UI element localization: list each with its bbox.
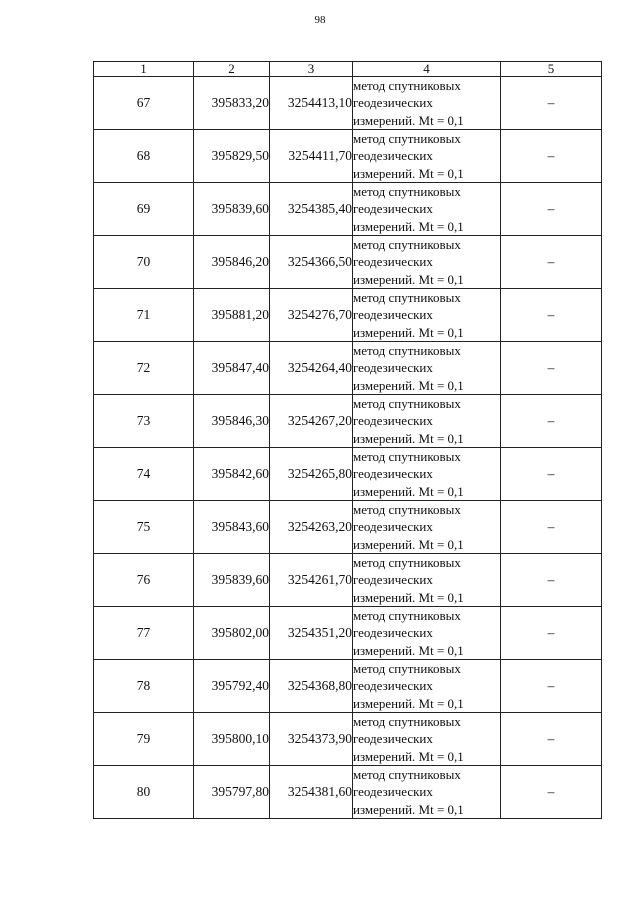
method-line: геодезических <box>353 784 433 800</box>
method-cell <box>353 766 501 819</box>
method-line: геодезических <box>353 413 433 429</box>
method-line: метод спутниковых <box>353 555 461 570</box>
dash-cell: – <box>501 289 602 342</box>
y-coordinate-cell: 3254351,20 <box>270 607 353 660</box>
method-line: геодезических <box>353 519 433 535</box>
x-coordinate-cell: 395846,30 <box>194 395 270 448</box>
method-line: измерений. Mt = 0,1 <box>353 483 464 499</box>
table-header <box>94 62 602 77</box>
y-coordinate-cell: 3254276,70 <box>270 289 353 342</box>
dash-cell: – <box>501 130 602 183</box>
y-coordinate-cell: 3254385,40 <box>270 183 353 236</box>
table-row <box>94 448 602 501</box>
method-cell <box>353 448 501 501</box>
point-number-cell: 78 <box>94 660 194 713</box>
table-row <box>94 236 602 289</box>
method-cell <box>353 342 501 395</box>
x-coordinate-cell: 395792,40 <box>194 660 270 713</box>
method-cell <box>353 395 501 448</box>
dash-cell: – <box>501 77 602 130</box>
method-line: геодезических <box>353 95 433 111</box>
table-row <box>94 342 602 395</box>
dash-cell: – <box>501 766 602 819</box>
method-line: геодезических <box>353 201 433 217</box>
method-line: метод спутниковых <box>353 184 461 199</box>
dash-cell: – <box>501 660 602 713</box>
table-row <box>94 130 602 183</box>
method-line: измерений. Mt = 0,1 <box>353 748 464 764</box>
x-coordinate-cell: 395800,10 <box>194 713 270 766</box>
method-line: метод спутниковых <box>353 502 461 517</box>
method-line: метод спутниковых <box>353 290 461 305</box>
column-header-4: 4 <box>353 62 501 77</box>
column-header-3: 3 <box>270 62 353 77</box>
table-row <box>94 554 602 607</box>
method-line: геодезических <box>353 254 433 270</box>
table-row <box>94 607 602 660</box>
method-cell <box>353 501 501 554</box>
y-coordinate-cell: 3254265,80 <box>270 448 353 501</box>
method-line: метод спутниковых <box>353 396 461 411</box>
x-coordinate-cell: 395833,20 <box>194 77 270 130</box>
method-cell <box>353 607 501 660</box>
point-number-cell: 74 <box>94 448 194 501</box>
method-line: измерений. Mt = 0,1 <box>353 695 464 711</box>
method-line: измерений. Mt = 0,1 <box>353 112 464 128</box>
coordinates-table <box>93 61 602 819</box>
x-coordinate-cell: 395802,00 <box>194 607 270 660</box>
dash-cell: – <box>501 183 602 236</box>
method-line: метод спутниковых <box>353 78 461 93</box>
method-line: метод спутниковых <box>353 237 461 252</box>
dash-cell: – <box>501 554 602 607</box>
dash-cell: – <box>501 342 602 395</box>
method-cell <box>353 713 501 766</box>
dash-cell: – <box>501 395 602 448</box>
x-coordinate-cell: 395843,60 <box>194 501 270 554</box>
method-line: измерений. Mt = 0,1 <box>353 377 464 393</box>
dash-cell: – <box>501 607 602 660</box>
point-number-cell: 70 <box>94 236 194 289</box>
method-line: геодезических <box>353 625 433 641</box>
method-line: измерений. Mt = 0,1 <box>353 165 464 181</box>
method-line: измерений. Mt = 0,1 <box>353 589 464 605</box>
x-coordinate-cell: 395842,60 <box>194 448 270 501</box>
dash-cell: – <box>501 236 602 289</box>
method-line: геодезических <box>353 678 433 694</box>
table-body <box>94 77 602 819</box>
point-number-cell: 67 <box>94 77 194 130</box>
method-line: метод спутниковых <box>353 767 461 782</box>
y-coordinate-cell: 3254267,20 <box>270 395 353 448</box>
table-row <box>94 713 602 766</box>
point-number-cell: 68 <box>94 130 194 183</box>
y-coordinate-cell: 3254411,70 <box>270 130 353 183</box>
method-cell <box>353 77 501 130</box>
x-coordinate-cell: 395797,80 <box>194 766 270 819</box>
method-line: измерений. Mt = 0,1 <box>353 271 464 287</box>
y-coordinate-cell: 3254373,90 <box>270 713 353 766</box>
method-line: метод спутниковых <box>353 714 461 729</box>
y-coordinate-cell: 3254368,80 <box>270 660 353 713</box>
method-cell <box>353 130 501 183</box>
table-row <box>94 395 602 448</box>
method-line: измерений. Mt = 0,1 <box>353 642 464 658</box>
point-number-cell: 71 <box>94 289 194 342</box>
x-coordinate-cell: 395846,20 <box>194 236 270 289</box>
y-coordinate-cell: 3254381,60 <box>270 766 353 819</box>
method-line: измерений. Mt = 0,1 <box>353 801 464 817</box>
method-line: геодезических <box>353 466 433 482</box>
method-cell <box>353 236 501 289</box>
method-cell <box>353 660 501 713</box>
method-line: метод спутниковых <box>353 343 461 358</box>
method-cell <box>353 554 501 607</box>
y-coordinate-cell: 3254413,10 <box>270 77 353 130</box>
method-line: геодезических <box>353 731 433 747</box>
method-line: измерений. Mt = 0,1 <box>353 430 464 446</box>
x-coordinate-cell: 395839,60 <box>194 183 270 236</box>
x-coordinate-cell: 395847,40 <box>194 342 270 395</box>
x-coordinate-cell: 395839,60 <box>194 554 270 607</box>
point-number-cell: 69 <box>94 183 194 236</box>
point-number-cell: 79 <box>94 713 194 766</box>
table-row <box>94 766 602 819</box>
header-row <box>94 62 602 77</box>
point-number-cell: 75 <box>94 501 194 554</box>
dash-cell: – <box>501 713 602 766</box>
method-cell <box>353 183 501 236</box>
method-line: геодезических <box>353 360 433 376</box>
point-number-cell: 76 <box>94 554 194 607</box>
point-number-cell: 73 <box>94 395 194 448</box>
x-coordinate-cell: 395881,20 <box>194 289 270 342</box>
method-line: измерений. Mt = 0,1 <box>353 218 464 234</box>
point-number-cell: 77 <box>94 607 194 660</box>
y-coordinate-cell: 3254263,20 <box>270 501 353 554</box>
method-line: метод спутниковых <box>353 661 461 676</box>
y-coordinate-cell: 3254366,50 <box>270 236 353 289</box>
y-coordinate-cell: 3254261,70 <box>270 554 353 607</box>
x-coordinate-cell: 395829,50 <box>194 130 270 183</box>
table-row <box>94 289 602 342</box>
method-line: метод спутниковых <box>353 608 461 623</box>
method-line: измерений. Mt = 0,1 <box>353 324 464 340</box>
dash-cell: – <box>501 448 602 501</box>
table-row <box>94 77 602 130</box>
point-number-cell: 80 <box>94 766 194 819</box>
dash-cell: – <box>501 501 602 554</box>
table-row <box>94 183 602 236</box>
point-number-cell: 72 <box>94 342 194 395</box>
method-line: измерений. Mt = 0,1 <box>353 536 464 552</box>
table-row <box>94 501 602 554</box>
method-line: метод спутниковых <box>353 449 461 464</box>
column-header-1: 1 <box>94 62 194 77</box>
page-number: 98 <box>314 14 326 26</box>
method-line: геодезических <box>353 572 433 588</box>
method-line: геодезических <box>353 148 433 164</box>
table-row <box>94 660 602 713</box>
column-header-5: 5 <box>501 62 602 77</box>
column-header-2: 2 <box>194 62 270 77</box>
y-coordinate-cell: 3254264,40 <box>270 342 353 395</box>
method-line: геодезических <box>353 307 433 323</box>
method-cell <box>353 289 501 342</box>
method-line: метод спутниковых <box>353 131 461 146</box>
